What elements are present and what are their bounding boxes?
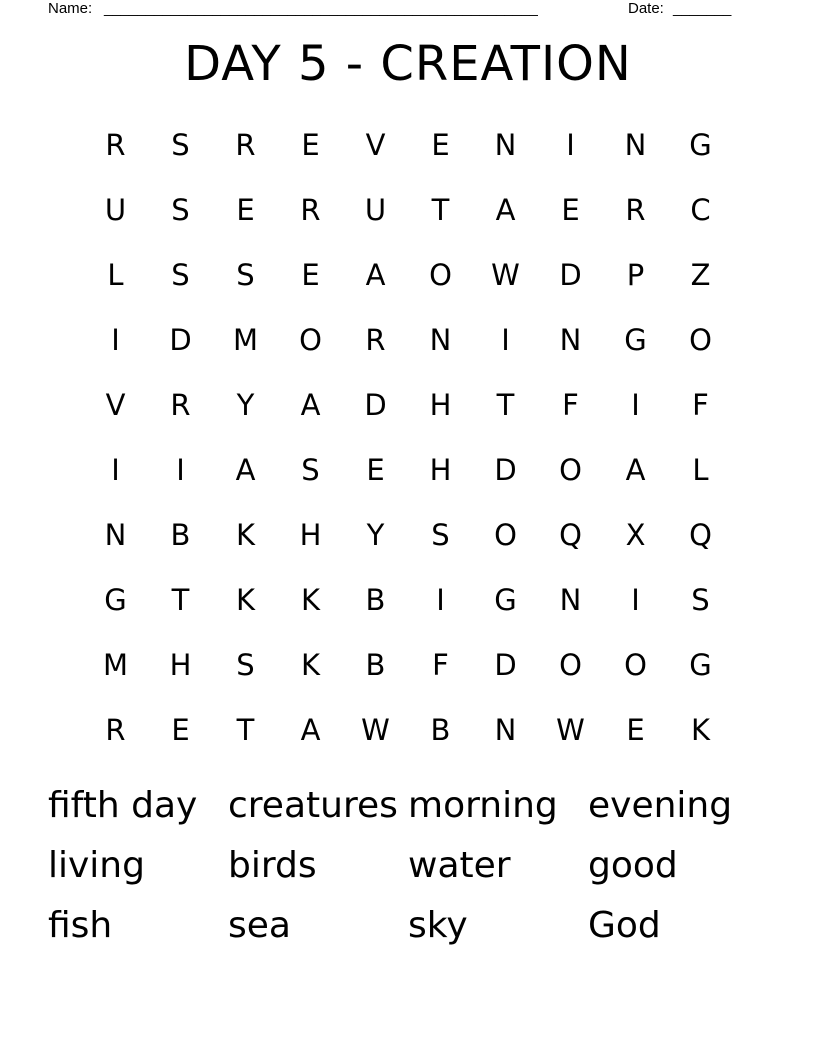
grid-letter[interactable]: Q: [689, 517, 712, 552]
grid-letter[interactable]: H: [429, 387, 452, 422]
grid-letter[interactable]: T: [496, 387, 515, 422]
word-bank-item: birds: [228, 845, 317, 886]
grid-letter[interactable]: E: [626, 712, 645, 747]
grid-letter[interactable]: E: [301, 127, 320, 162]
grid-letter[interactable]: L: [107, 257, 124, 292]
grid-letter[interactable]: E: [171, 712, 190, 747]
word-bank-item: sky: [408, 905, 468, 946]
grid-letter[interactable]: F: [432, 647, 449, 682]
grid-letter[interactable]: M: [232, 322, 259, 357]
grid-letter[interactable]: I: [631, 387, 640, 422]
grid-letter[interactable]: K: [690, 712, 711, 747]
grid-letter[interactable]: G: [689, 647, 712, 682]
grid-letter[interactable]: N: [429, 322, 452, 357]
grid-letter[interactable]: I: [436, 582, 445, 617]
word-bank-item: morning: [408, 785, 558, 826]
grid-letter[interactable]: Q: [559, 517, 582, 552]
grid-letter[interactable]: N: [494, 127, 517, 162]
grid-letter[interactable]: I: [501, 322, 510, 357]
grid-letter[interactable]: O: [299, 322, 322, 357]
word-bank-item: creatures: [228, 785, 398, 826]
word-search-grid: [83, 112, 733, 762]
grid-letter[interactable]: A: [300, 712, 321, 747]
grid-letter[interactable]: D: [494, 647, 517, 682]
grid-letter[interactable]: B: [170, 517, 191, 552]
grid-letter[interactable]: S: [301, 452, 320, 487]
grid-letter[interactable]: I: [566, 127, 575, 162]
grid-letter[interactable]: H: [169, 647, 192, 682]
word-bank-item: good: [588, 845, 678, 886]
grid-letter[interactable]: R: [235, 127, 256, 162]
grid-letter[interactable]: H: [429, 452, 452, 487]
grid-letter[interactable]: S: [171, 257, 190, 292]
grid-letter[interactable]: B: [365, 582, 386, 617]
grid-letter[interactable]: G: [104, 582, 127, 617]
date-blank-line: _______: [673, 0, 732, 17]
grid-letter[interactable]: A: [495, 192, 516, 227]
grid-letter[interactable]: Y: [236, 387, 255, 422]
grid-letter[interactable]: Z: [690, 257, 711, 292]
grid-letter[interactable]: A: [365, 257, 386, 292]
name-label: Name:: [48, 0, 93, 17]
grid-letter[interactable]: R: [105, 712, 126, 747]
word-bank-item: sea: [228, 905, 291, 946]
grid-letter[interactable]: W: [556, 712, 585, 747]
grid-letter[interactable]: I: [111, 322, 120, 357]
grid-letter[interactable]: V: [105, 387, 126, 422]
grid-letter[interactable]: R: [625, 192, 646, 227]
worksheet-header: [48, 0, 768, 20]
grid-letter[interactable]: O: [689, 322, 712, 357]
grid-letter[interactable]: F: [562, 387, 579, 422]
word-bank-item: God: [588, 905, 661, 946]
grid-letter[interactable]: E: [301, 257, 320, 292]
grid-letter[interactable]: K: [235, 517, 256, 552]
grid-letter[interactable]: T: [171, 582, 190, 617]
word-bank-item: living: [48, 845, 145, 886]
word-bank-item: water: [408, 845, 511, 886]
grid-letter[interactable]: W: [361, 712, 390, 747]
grid-letter[interactable]: L: [692, 452, 709, 487]
grid-letter[interactable]: H: [299, 517, 322, 552]
date-label: Date:: [628, 0, 664, 17]
grid-letter[interactable]: O: [559, 452, 582, 487]
grid-letter[interactable]: O: [559, 647, 582, 682]
grid-letter[interactable]: W: [491, 257, 520, 292]
grid-letter[interactable]: R: [170, 387, 191, 422]
grid-letter[interactable]: X: [625, 517, 646, 552]
grid-letter[interactable]: K: [300, 647, 321, 682]
word-bank-item: fifth day: [48, 785, 198, 826]
grid-letter[interactable]: D: [364, 387, 387, 422]
grid-letter[interactable]: U: [104, 192, 127, 227]
grid-letter[interactable]: N: [104, 517, 127, 552]
grid-letter[interactable]: I: [111, 452, 120, 487]
grid-letter[interactable]: N: [559, 322, 582, 357]
grid-letter[interactable]: E: [431, 127, 450, 162]
grid-letter[interactable]: G: [689, 127, 712, 162]
grid-letter[interactable]: E: [561, 192, 580, 227]
grid-letter[interactable]: A: [235, 452, 256, 487]
grid-letter[interactable]: O: [624, 647, 647, 682]
grid-letter[interactable]: Y: [366, 517, 385, 552]
grid-letter[interactable]: O: [494, 517, 517, 552]
grid-letter[interactable]: G: [494, 582, 517, 617]
grid-letter[interactable]: S: [236, 647, 255, 682]
page-title: DAY 5 - CREATION: [184, 36, 632, 92]
grid-letter[interactable]: C: [690, 192, 711, 227]
grid-letter[interactable]: K: [300, 582, 321, 617]
grid-letter[interactable]: S: [691, 582, 710, 617]
grid-letter[interactable]: I: [176, 452, 185, 487]
grid-letter[interactable]: A: [625, 452, 646, 487]
grid-letter[interactable]: T: [236, 712, 255, 747]
word-bank-item: evening: [588, 785, 733, 826]
grid-letter[interactable]: F: [692, 387, 709, 422]
grid-letter[interactable]: U: [364, 192, 387, 227]
grid-letter[interactable]: A: [300, 387, 321, 422]
grid-letter[interactable]: E: [366, 452, 385, 487]
grid-letter[interactable]: B: [365, 647, 386, 682]
grid-letter[interactable]: G: [624, 322, 647, 357]
grid-letter[interactable]: S: [171, 127, 190, 162]
grid-letter[interactable]: S: [171, 192, 190, 227]
grid-letter[interactable]: N: [559, 582, 582, 617]
grid-letter[interactable]: P: [626, 257, 645, 292]
grid-letter[interactable]: N: [494, 712, 517, 747]
grid-letter[interactable]: V: [365, 127, 386, 162]
grid-letter[interactable]: S: [236, 257, 255, 292]
grid-letter[interactable]: K: [235, 582, 256, 617]
grid-letter[interactable]: T: [431, 192, 450, 227]
grid-letter[interactable]: O: [429, 257, 452, 292]
word-bank: [48, 776, 768, 956]
grid-letter[interactable]: N: [624, 127, 647, 162]
grid-letter[interactable]: E: [236, 192, 255, 227]
grid-letter[interactable]: S: [431, 517, 450, 552]
word-bank-item: fish: [48, 905, 113, 946]
grid-letter[interactable]: R: [300, 192, 321, 227]
grid-letter[interactable]: I: [631, 582, 640, 617]
name-blank-line: ____________________________________________________: [104, 0, 538, 17]
grid-letter[interactable]: D: [494, 452, 517, 487]
grid-letter[interactable]: D: [169, 322, 192, 357]
grid-letter[interactable]: M: [102, 647, 129, 682]
grid-letter[interactable]: D: [559, 257, 582, 292]
grid-letter[interactable]: B: [430, 712, 451, 747]
grid-letter[interactable]: R: [105, 127, 126, 162]
grid-letter[interactable]: R: [365, 322, 386, 357]
